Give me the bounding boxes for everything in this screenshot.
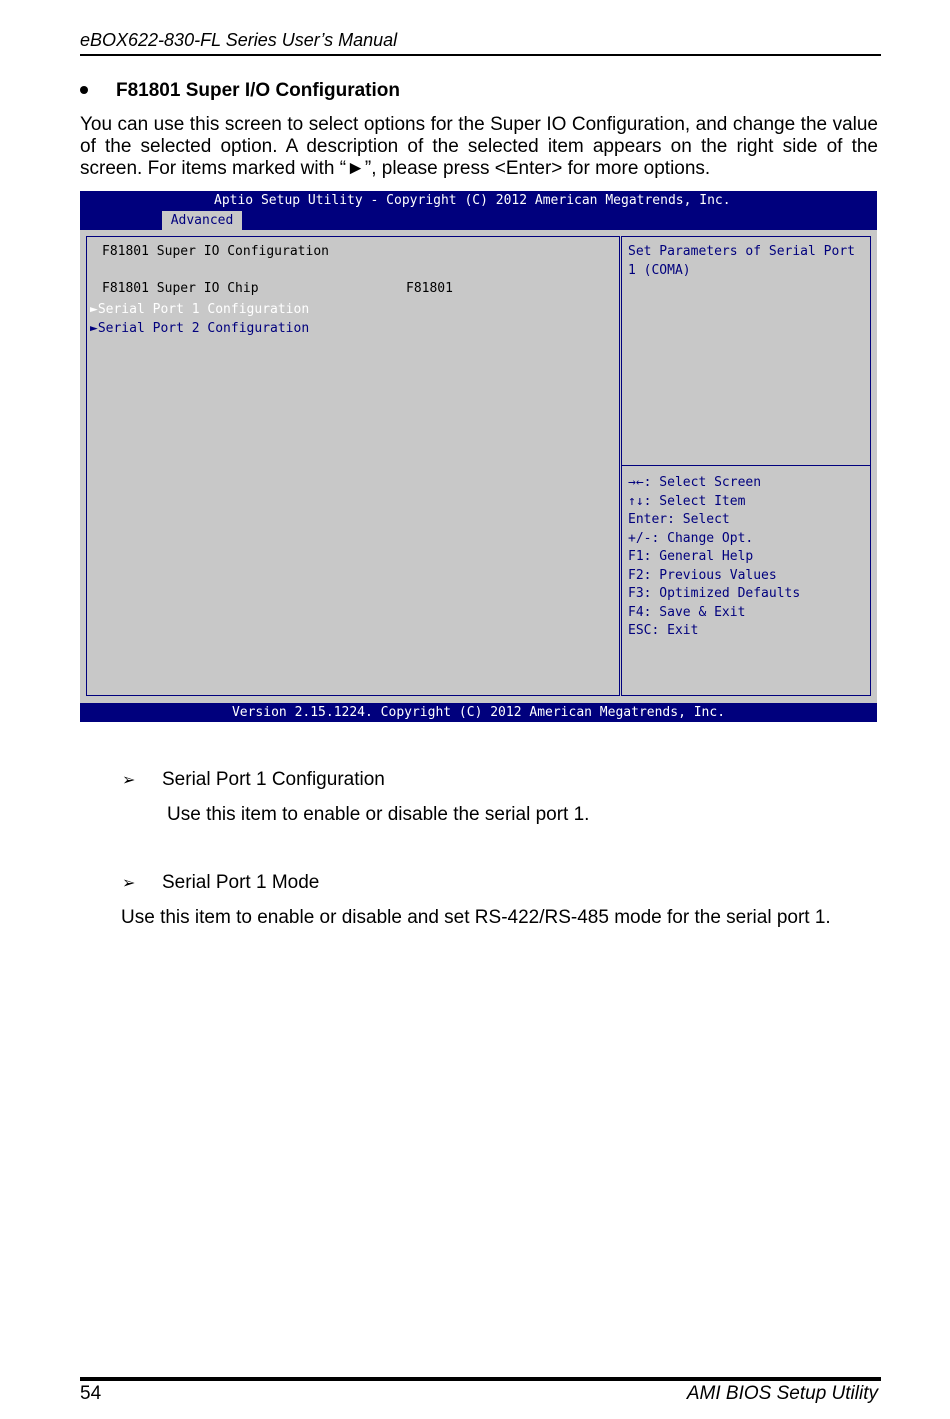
key-general-help: F1: General Help — [628, 549, 754, 564]
manual-title: eBOX622-830-FL Series User’s Manual — [80, 30, 398, 50]
submenu-arrow-icon: ► — [90, 321, 98, 336]
key-select-item: ↑↓: Select Item — [628, 494, 746, 509]
item-title-serial-port-1-mode: Serial Port 1 Mode — [162, 872, 320, 893]
chip-value: F81801 — [406, 281, 453, 296]
item-desc-serial-port-1-config: Use this item to enable or disable the serial port 1. — [167, 804, 590, 825]
item-desc-serial-port-1-mode: Use this item to enable or disable and set RS-422/RS-485 mode for the serial port 1. — [121, 907, 831, 928]
submenu-serial-port-1[interactable] — [90, 300, 309, 318]
key-save-exit: F4: Save & Exit — [628, 605, 746, 620]
section-heading: F81801 Super I/O Configuration — [116, 80, 400, 101]
key-change-opt: +/-: Change Opt. — [628, 531, 754, 546]
item-title-serial-port-1-config: Serial Port 1 Configuration — [162, 769, 385, 790]
key-previous-values: F2: Previous Values — [628, 568, 777, 583]
bullet-icon — [80, 86, 88, 94]
key-optimized-defaults: F3: Optimized Defaults — [628, 586, 801, 601]
page-number: 54 — [80, 1383, 102, 1404]
bios-version: Version 2.15.1224. Copyright (C) 2012 American Megatrends, Inc. — [231, 705, 726, 720]
bios-screen — [80, 191, 877, 722]
arrow-bullet-icon: ➢ — [122, 875, 136, 892]
menu-heading: F81801 Super IO Configuration — [102, 244, 329, 259]
footer-title: AMI BIOS Setup Utility — [686, 1383, 878, 1404]
submenu-serial-port-2[interactable] — [90, 319, 309, 337]
tab-advanced[interactable]: Advanced — [162, 211, 242, 230]
intro-paragraph: You can use this screen to select options for the Super IO Configuration, and change the value of the selected option. A description of the selected item appears on the right side of the screen. For items marked with “►”, please press <Enter> for more options. — [80, 114, 878, 179]
bios-title-bar — [80, 191, 877, 230]
submenu-arrow-icon: ► — [90, 302, 98, 317]
chip-label: F81801 Super IO Chip — [102, 281, 259, 296]
footer-rule — [80, 1377, 881, 1381]
key-select-screen: →←: Select Screen — [628, 475, 762, 490]
arrow-bullet-icon: ➢ — [122, 772, 136, 789]
key-enter-select: Enter: Select — [628, 512, 730, 527]
bios-title: Aptio Setup Utility - Copyright (C) 2012 American Megatrends, Inc. — [214, 193, 731, 208]
submenu-label: Serial Port 1 Configuration — [97, 302, 310, 317]
header-rule — [80, 54, 881, 56]
bios-version-bar — [80, 703, 877, 722]
help-text-line2: 1 (COMA) — [628, 263, 691, 278]
help-divider — [621, 465, 871, 466]
submenu-label: Serial Port 2 Configuration — [97, 321, 310, 336]
help-text-line1: Set Parameters of Serial Port — [628, 244, 855, 259]
key-esc-exit: ESC: Exit — [628, 623, 699, 638]
